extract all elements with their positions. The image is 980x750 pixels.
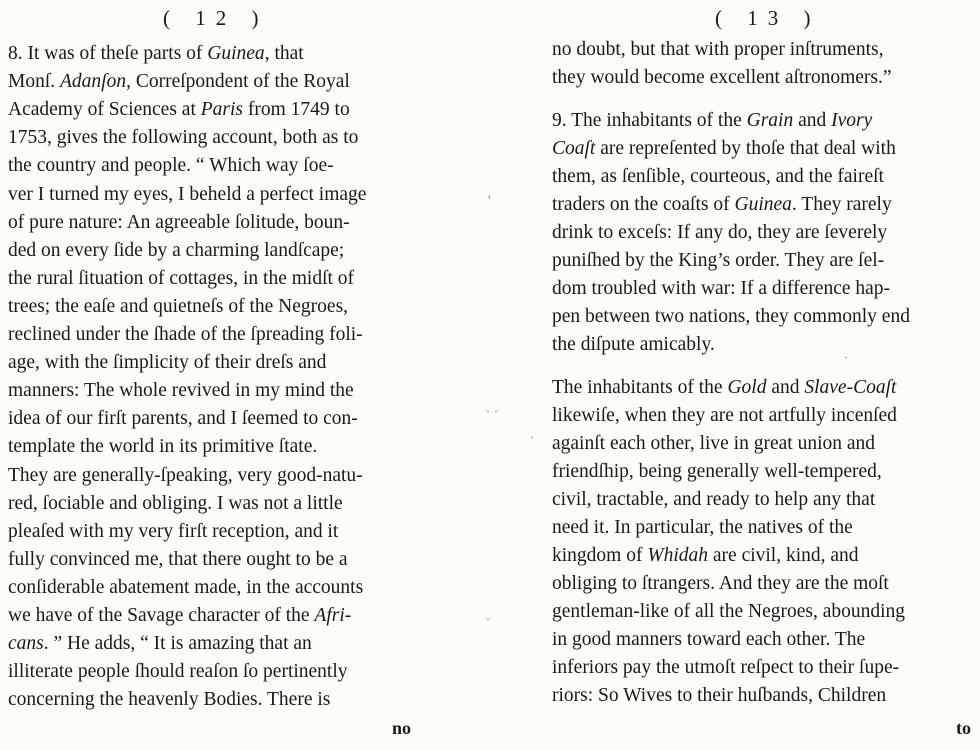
gutter-mark: · <box>530 430 534 444</box>
text-line: civil, tractable, and ready to help any that <box>552 489 876 510</box>
text-line: conſiderable abatement made, in the accounts <box>8 576 364 598</box>
text-line: traders on the coaſts of Guinea. They rarely <box>552 194 892 215</box>
text-line: obliging to ſtrangers. And they are the moſt <box>552 573 889 594</box>
text-line: they would become excellent aſtronomers.” <box>552 67 892 88</box>
text-line: the rural ſituation of cottages, in the midſt of <box>8 267 355 289</box>
text-line: kingdom of Whidah are civil, kind, and <box>552 545 859 566</box>
text-line: Coaſt are repreſented by thoſe that deal with <box>552 138 896 159</box>
text-line: They are generally-ſpeaking, very good-natu- <box>8 464 363 486</box>
text-line: illiterate people ſhould reaſon ſo pertinently <box>8 661 348 683</box>
text-line: the diſpute amicably. <box>552 334 715 355</box>
gutter-mark: · <box>844 350 848 364</box>
text-line: 1753, gives the following account, both as to <box>8 127 359 149</box>
text-line: trees; the eaſe and quietneſs of the Negroes, <box>8 295 349 317</box>
text-line: the country and people. “ Which way ſoe- <box>8 155 334 177</box>
text-line: need it. In particular, the natives of the <box>552 517 853 538</box>
text-line: puniſhed by the King’s order. They are ſel- <box>552 250 885 271</box>
right-page-number: ( 13 ) <box>715 6 821 30</box>
text-line: riors: So Wives to their huſbands, Children <box>552 685 887 706</box>
text-line: The inhabitants of the Gold and Slave-Coaſt <box>552 377 897 398</box>
text-line: fully convinced me, that there ought to be a <box>8 548 348 570</box>
gutter-mark: · <box>486 404 490 418</box>
text-line: pen between two nations, they commonly end <box>552 306 910 327</box>
text-line: of pure nature: An agreeable ſolitude, boun- <box>8 211 350 233</box>
text-line: likewiſe, when they are not artfully incenſed <box>552 405 897 426</box>
text-line: ver I turned my eyes, I beheld a perfect image <box>8 183 367 205</box>
gutter-mark: · <box>494 404 498 418</box>
left-page-number: ( 12 ) <box>163 6 269 30</box>
text-line: in good manners toward each other. The <box>552 629 866 650</box>
text-line: we have of the Savage character of the Afri- <box>8 605 352 626</box>
text-line: idea of our firſt parents, and I ſeemed to con- <box>8 408 358 430</box>
text-line: Monſ. Adanſon, Correſpondent of the Royal <box>8 71 350 93</box>
text-line: drink to exceſs: If any do, they are ſeverely <box>552 222 888 243</box>
text-line: friendſhip, being generally well-tempered, <box>552 461 882 482</box>
text-line: template the world in its primitive ſtate. <box>8 436 318 458</box>
text-line: concerning the heavenly Bodies. There is <box>8 689 331 711</box>
text-line: age, with the ſimplicity of their dreſs and <box>8 352 327 374</box>
gutter-mark: , <box>488 186 491 200</box>
left-catchword: no <box>392 718 412 738</box>
text-line: againſt each other, live in great union and <box>552 433 876 454</box>
text-line: dom troubled with war: If a difference hap- <box>552 278 891 299</box>
gutter-mark: · <box>486 612 490 626</box>
text-line: Academy of Sciences at Paris from 1749 to <box>8 99 350 121</box>
text-line: 9. The inhabitants of the Grain and Ivory <box>552 110 873 131</box>
text-line: them, as ſenſible, courteous, and the faireſt <box>552 166 884 187</box>
right-page <box>490 0 980 750</box>
text-line: manners: The whole revived in my mind the <box>8 380 354 402</box>
text-line: 8. It was of theſe parts of Guinea, that <box>8 43 304 64</box>
text-line: inferiors pay the utmoſt reſpect to their ſupe- <box>552 657 900 678</box>
right-catchword: to <box>956 718 971 738</box>
text-line: red, ſociable and obliging. I was not a little <box>8 492 343 514</box>
text-line: ded on every ſide by a charming landſcape; <box>8 239 345 261</box>
text-line: gentleman-like of all the Negroes, abounding <box>552 601 906 622</box>
left-page <box>0 0 470 750</box>
text-line: cans. ” He adds, “ It is amazing that an <box>8 633 312 655</box>
text-line: no doubt, but that with proper inſtruments, <box>552 39 884 60</box>
text-line: pleaſed with my very firſt reception, and it <box>8 520 339 542</box>
text-line: reclined under the ſhade of the ſpreading foli- <box>8 324 363 345</box>
